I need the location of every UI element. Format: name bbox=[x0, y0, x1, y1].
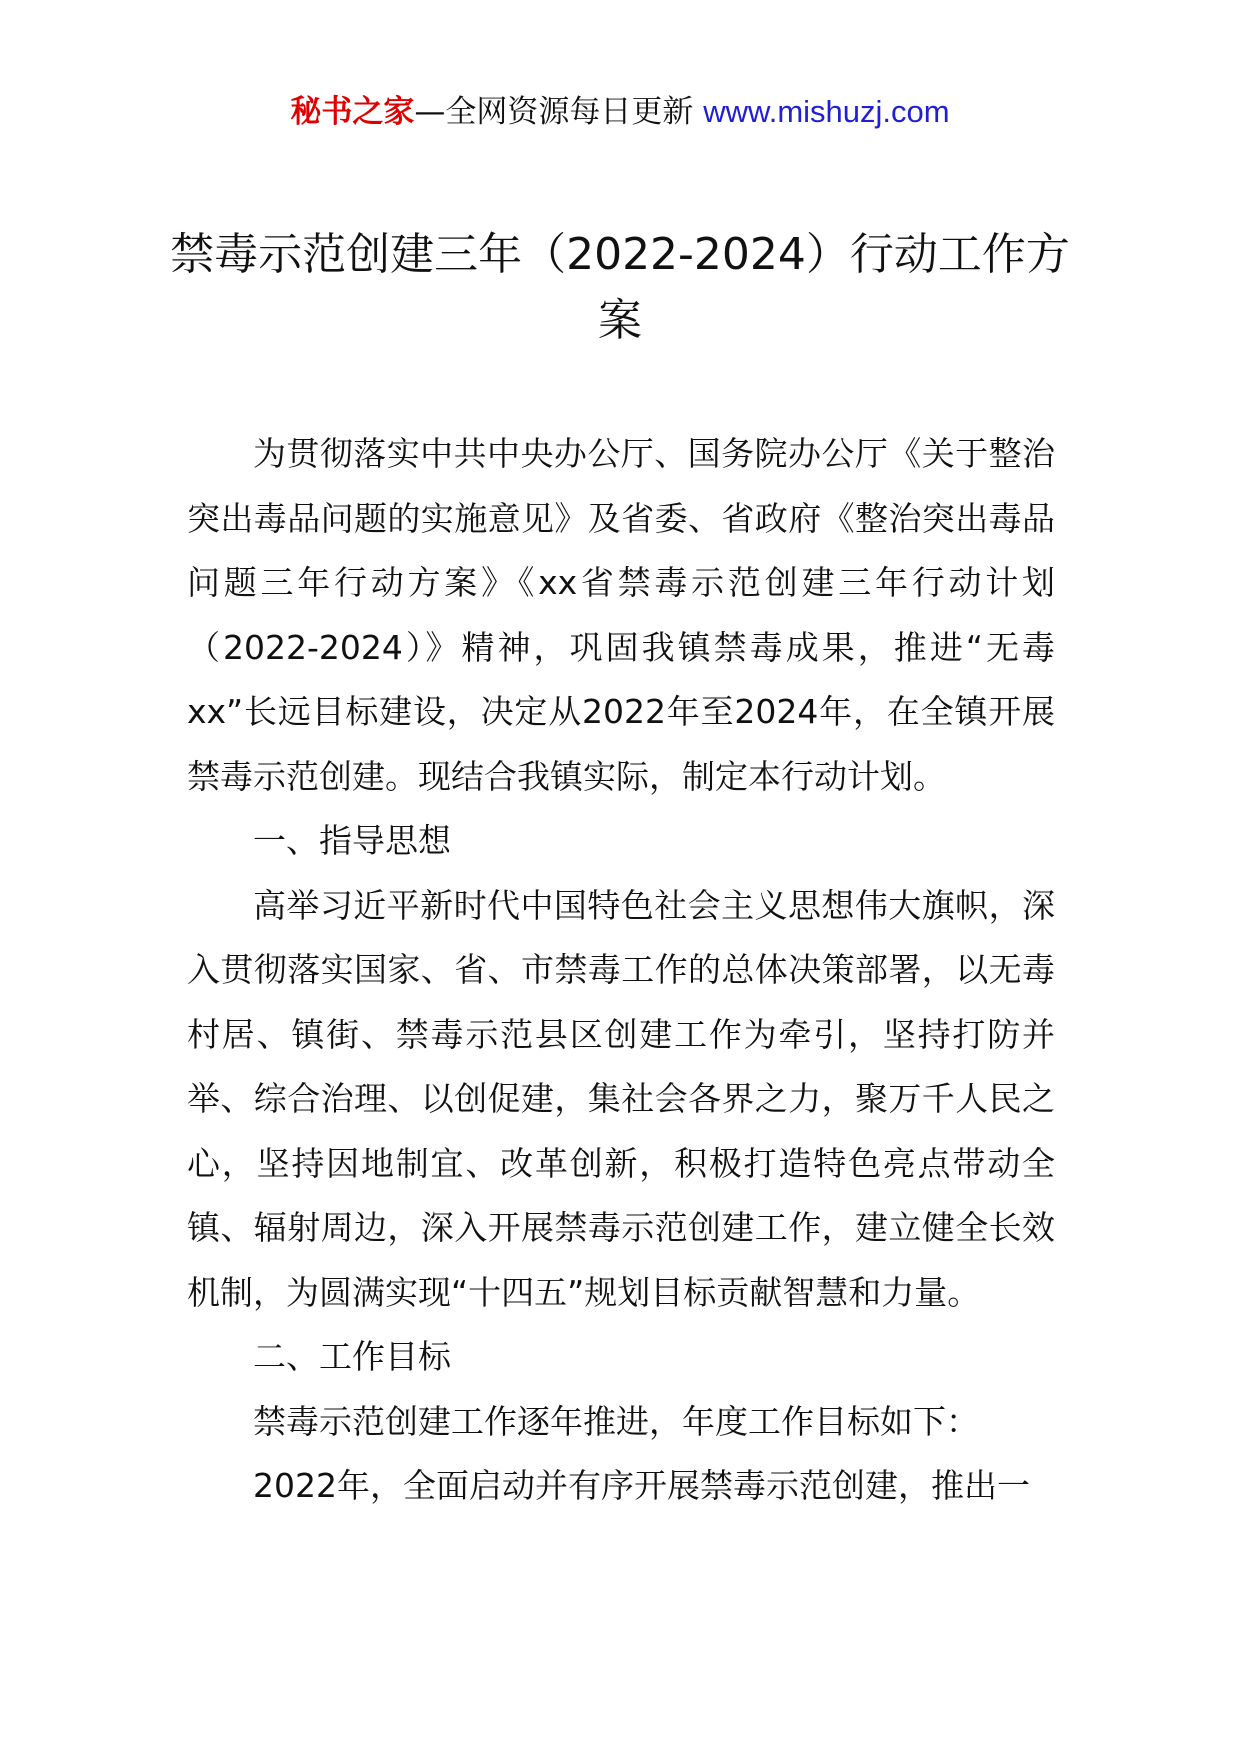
document-title: 禁毒示范创建三年（2022-2024）行动工作方案 bbox=[170, 229, 1070, 346]
site-tagline: —全网资源每日更新 bbox=[414, 94, 704, 130]
section-heading-guiding-ideology: 一、指导思想 bbox=[253, 821, 451, 860]
site-header bbox=[0, 92, 1240, 132]
site-brand: 秘书之家 bbox=[290, 94, 415, 130]
site-url-link[interactable]: www.mishuzj.com bbox=[703, 94, 950, 129]
section-heading-work-goals: 二、工作目标 bbox=[253, 1337, 451, 1376]
document-body bbox=[187, 422, 1055, 1519]
work-goals-paragraph: 禁毒示范创建工作逐年推进，年度工作目标如下： bbox=[253, 1401, 979, 1441]
intro-paragraph: 为贯彻落实中共中央办公厅、国务院办公厅《关于整治突出毒品问题的实施意见》及省委、省政府《整治突出毒品问题三年行动方案》《xx省禁毒示范创建三年行动计划（2022-2024）》精神，巩固我镇禁毒成果，推进“无毒xx”长远目标建设，决定从2022年至2024年，在全镇开展禁毒示范创建。现结合我镇实际，制定本行动计划。 bbox=[187, 434, 1055, 796]
year-2022-paragraph: 2022年，全面启动并有序开展禁毒示范创建，推出一 bbox=[253, 1466, 1030, 1505]
guiding-ideology-paragraph: 高举习近平新时代中国特色社会主义思想伟大旗帜，深入贯彻落实国家、省、市禁毒工作的总体决策部署，以无毒村居、镇街、禁毒示范县区创建工作为牵引，坚持打防并举、综合治理、以创促建，集社会各界之力，聚万千人民之心，坚持因地制宜、改革创新，积极打造特色亮点带动全镇、辐射周边，深入开展禁毒示范创建工作，建立健全长效机制，为圆满实现“十四五”规划目标贡献智慧和力量。 bbox=[187, 885, 1055, 1312]
